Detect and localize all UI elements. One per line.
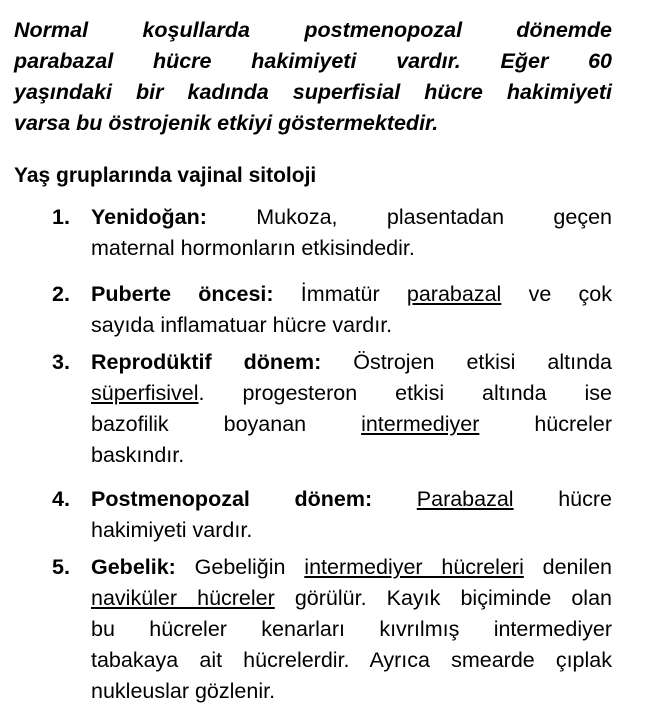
item-line: bu hücreler kenarları kıvrılmış intermediyer xyxy=(91,617,612,641)
section-heading: Yaş gruplarında vajinal sitoloji xyxy=(14,164,317,187)
item-line: sayıda inflamatuar hücre vardır. xyxy=(91,313,393,337)
item-term: Postmenopozal dönem: xyxy=(91,487,373,511)
item-text: İmmatür xyxy=(273,282,407,306)
underlined-term: parabazal xyxy=(406,282,502,306)
item-text: Mukoza, plasentadan geçen xyxy=(206,205,612,229)
underlined-term: intermediyer hücreleri xyxy=(304,555,524,579)
item-line: hakimiyeti vardır. xyxy=(91,518,253,542)
item-text: denilen xyxy=(523,555,612,579)
intro-line: Normal koşullarda postmenopozal dönemde xyxy=(14,18,612,42)
item-line xyxy=(91,409,612,440)
item-term: Puberte öncesi: xyxy=(91,282,274,306)
item-text xyxy=(372,487,417,511)
item-number: 2. xyxy=(52,282,70,306)
item-text: . progesteron etkisi altında ise xyxy=(198,381,612,405)
item-text: hücreler xyxy=(479,412,612,436)
item-line: tabakaya ait hücrelerdir. Ayrıca smearde çıplak xyxy=(91,648,612,672)
item-number: 3. xyxy=(52,350,70,374)
item-term: Reprodüktif dönem: xyxy=(91,350,322,374)
item-text: hücre xyxy=(513,487,612,511)
item-line: nukleuslar gözlenir. xyxy=(91,679,276,703)
underlined-term: naviküler hücreler xyxy=(91,586,275,610)
intro-line: varsa bu östrojenik etkiyi göstermektedir. xyxy=(14,111,439,135)
underlined-term: Parabazal xyxy=(416,487,514,511)
intro-line: parabazal hücre hakimiyeti vardır. Eğer 60 xyxy=(14,49,612,73)
item-line xyxy=(91,378,612,409)
item-term: Yenidoğan: xyxy=(91,205,207,229)
item-line xyxy=(91,583,612,614)
item-text: ve çok xyxy=(501,282,612,306)
underlined-term: intermediyer xyxy=(361,412,480,436)
item-number: 4. xyxy=(52,487,70,511)
item-line xyxy=(91,347,612,378)
item-line: maternal hormonların etkisindedir. xyxy=(91,236,415,260)
item-line: baskındır. xyxy=(91,443,185,467)
item-line xyxy=(91,484,612,515)
item-number: 1. xyxy=(52,205,70,229)
item-line xyxy=(91,279,612,310)
item-text: Östrojen etkisi altında xyxy=(321,350,612,374)
item-text: görülür. Kayık biçiminde olan xyxy=(274,586,612,610)
underlined-term: süperfisivel xyxy=(91,381,199,405)
item-line xyxy=(91,202,612,233)
item-line xyxy=(91,552,612,583)
item-number: 5. xyxy=(52,555,70,579)
intro-line: yaşındaki bir kadında superfisial hücre hakimiyeti xyxy=(14,80,612,104)
item-text: Gebeliğin xyxy=(175,555,305,579)
item-term: Gebelik: xyxy=(91,555,176,579)
item-text: bazofilik boyanan xyxy=(91,412,362,436)
